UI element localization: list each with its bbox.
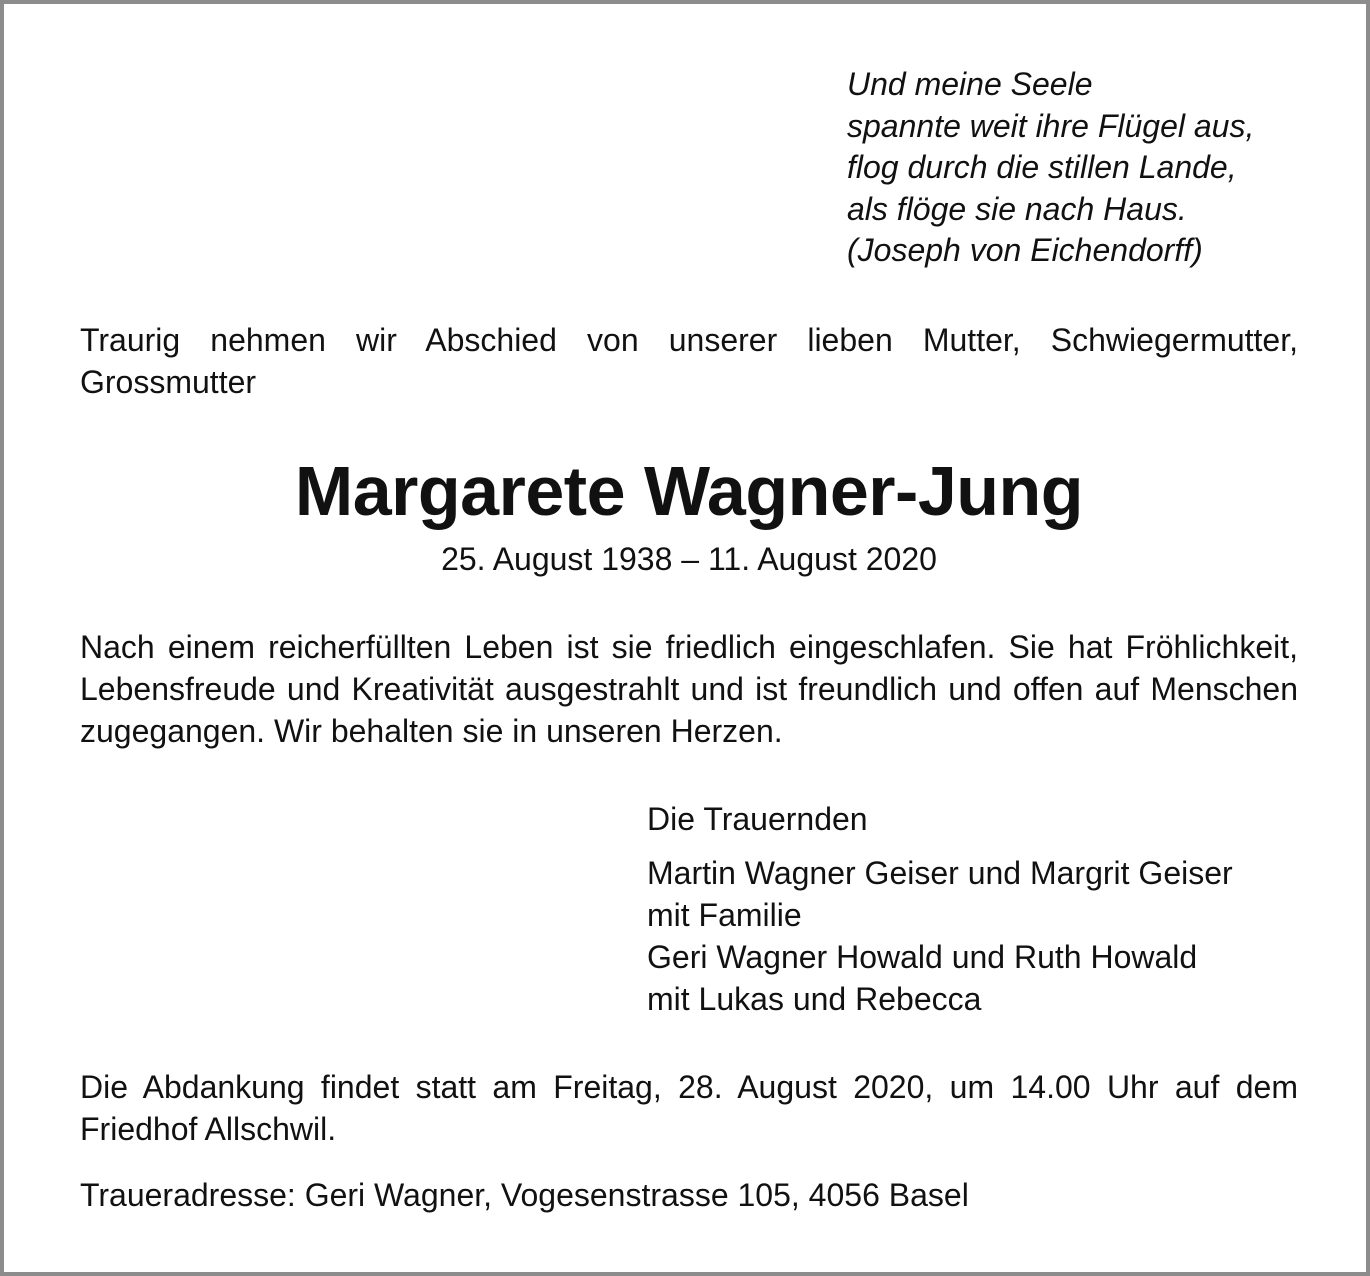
mourning-address: Traueradresse: Geri Wagner, Vogesenstrasse 105, 4056 Basel	[80, 1177, 969, 1213]
life-dates: 25. August 1938 – 11. August 2020	[441, 541, 937, 577]
poem-line: als flöge sie nach Haus.	[847, 190, 1187, 227]
mourner-line: Geri Wagner Howald und Ruth Howald	[647, 939, 1198, 975]
poem-line: spannte weit ihre Flügel aus,	[847, 107, 1255, 144]
poem-line: flog durch die stillen Lande,	[847, 149, 1237, 185]
poem-quote	[847, 64, 1327, 272]
obituary-text: Nach einem reicherfüllten Leben ist sie friedlich eingeschlafen. Sie hat Fröhlichkeit, Lebensfreude und Kreativität ausgestrahlt und ist freundlich und offen auf Menschen zugegangen. Wir behalten sie in unseren Herzen.	[80, 629, 1298, 749]
mourner-line: mit Lukas und Rebecca	[647, 981, 982, 1017]
poem-attribution: (Joseph von Eichendorff)	[847, 232, 1203, 268]
mourner-line: Martin Wagner Geiser und Margrit Geiser	[647, 855, 1233, 891]
deceased-name: Margarete Wagner-Jung	[294, 452, 1084, 530]
mourners-block	[647, 798, 1327, 1020]
poem-line: Und meine Seele	[847, 66, 1093, 102]
mourners-heading: Die Trauernden	[647, 801, 868, 837]
service-info: Die Abdankung findet statt am Freitag, 28. August 2020, um 14.00 Uhr auf dem Friedhof Allschwil.	[80, 1069, 1298, 1147]
intro-text: Traurig nehmen wir Abschied von unserer lieben Mutter, Schwiegermutter, Grossmutter	[80, 322, 1298, 400]
mourner-line: mit Familie	[647, 897, 802, 933]
